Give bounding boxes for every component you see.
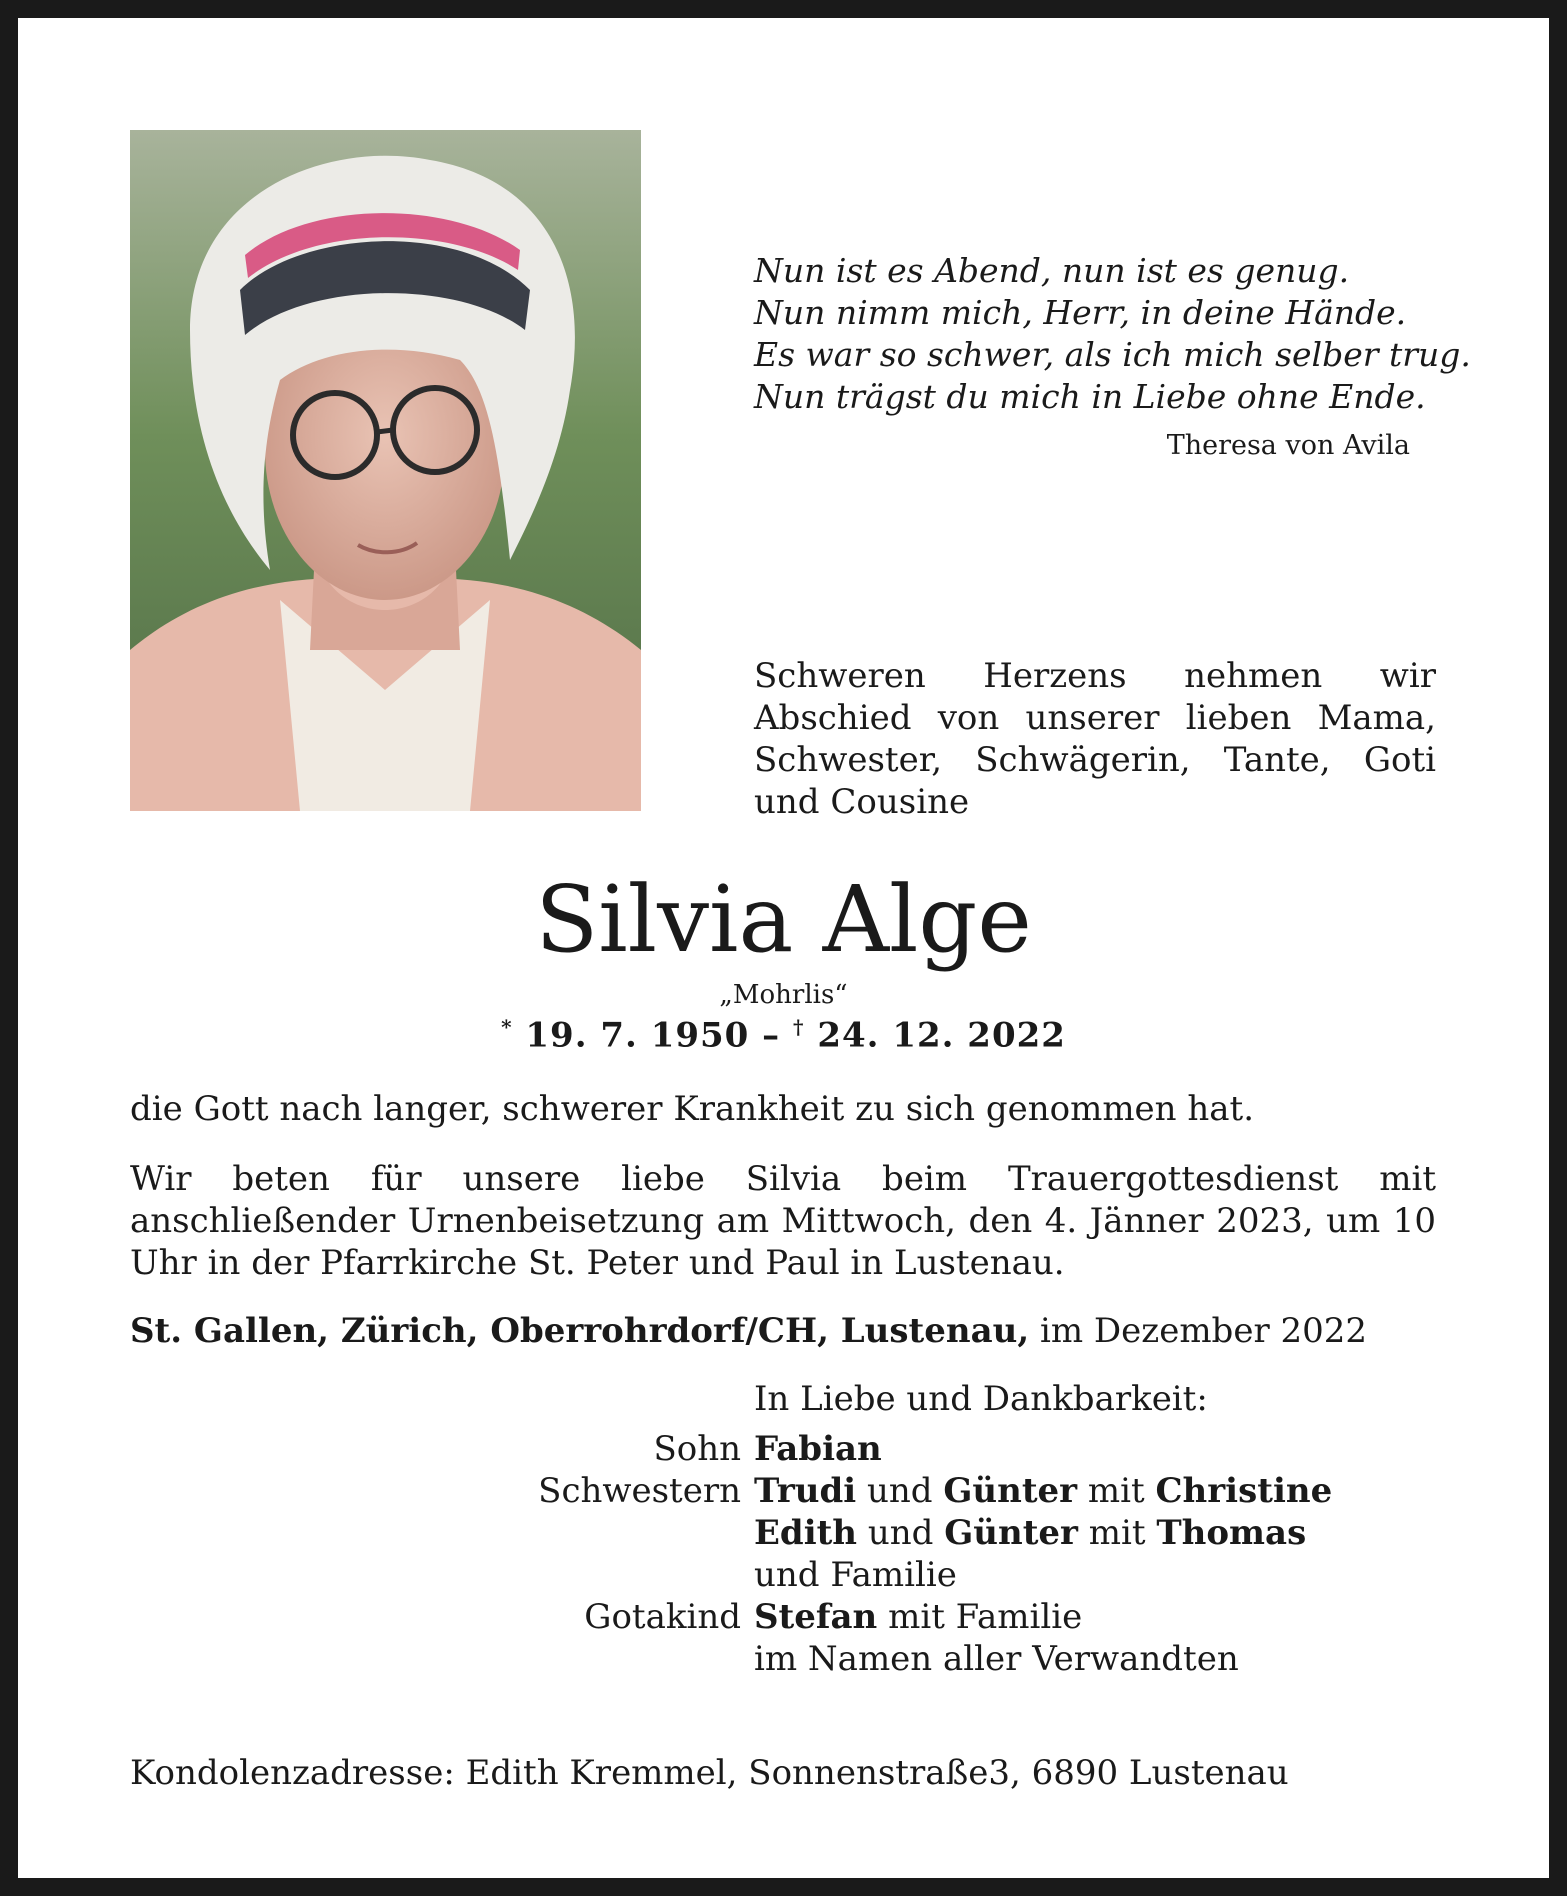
family-row [0,1470,1567,1512]
death-date: 24. 12. 2022 [817,1015,1066,1056]
poem-author: Theresa von Avila [1166,430,1410,461]
family-members [754,1512,1306,1554]
family-conj: mit Familie [877,1597,1083,1637]
poem-line: Es war so schwer, als ich mich selber trug. [754,335,1471,374]
portrait-photo [130,130,641,811]
family-conj: und [857,1513,945,1553]
date-separator: – [749,1015,794,1056]
poem [754,250,1471,418]
family-name: Thomas [1156,1513,1307,1553]
family-row [0,1638,1567,1680]
family-label: Schwestern [538,1471,741,1511]
birth-symbol: * [501,1015,513,1039]
thanks-line: In Liebe und Dankbarkeit: [754,1379,1208,1419]
death-symbol: † [793,1015,805,1039]
family-members [754,1470,1332,1512]
family-label: Sohn [653,1429,741,1469]
family-row [0,1554,1567,1596]
family-name: Trudi [754,1471,857,1511]
family-members: und Familie [754,1555,957,1595]
family-members [754,1428,882,1470]
poem-line: Nun trägst du mich in Liebe ohne Ende. [754,377,1426,416]
family-conj: mit [1077,1471,1156,1511]
family-name: Günter [944,1513,1078,1553]
family-name: Edith [754,1513,858,1553]
family-name: Günter [943,1471,1078,1511]
deceased-nickname: „Mohrlis“ [719,980,848,1010]
poem-line: Nun nimm mich, Herr, in deine Hände. [754,293,1407,332]
family-name: Christine [1155,1471,1333,1511]
family-members [754,1596,1082,1638]
paragraph-service: Wir beten für unsere liebe Silvia beim Trauergottesdienst mit anschließender Urnenbeisetzung am Mittwoch, den 4. Jänner 2023, um 10 Uhr in der Pfarrkirche St. Peter und Paul in Lustenau. [130,1159,1436,1283]
family-label: Gotakind [584,1597,741,1637]
family-conj: und [856,1471,944,1511]
family-row [0,1512,1567,1554]
family-name: Stefan [754,1597,878,1637]
condolence-address: Kondolenzadresse: Edith Kremmel, Sonnenstraße3, 6890 Lustenau [130,1753,1289,1793]
family-closing: im Namen aller Verwandten [754,1639,1239,1679]
portrait-photo-icon [130,130,641,811]
places-line [130,1311,1436,1351]
places-names: St. Gallen, Zürich, Oberrohrdorf/CH, Lustenau, [130,1311,1030,1351]
birth-date: 19. 7. 1950 [525,1015,750,1056]
family-list [0,1428,1567,1680]
poem-line: Nun ist es Abend, nun ist es genug. [754,251,1350,290]
family-conj: mit [1077,1513,1157,1553]
family-row [0,1596,1567,1638]
family-row [0,1428,1567,1470]
family-name: Fabian [754,1429,882,1469]
intro-text: Schweren Herzens nehmen wir Abschied von unserer lieben Mama, Schwester, Schwägerin, Tante, Goti und Cousine [754,656,1436,822]
paragraph-death: die Gott nach langer, schwerer Krankheit zu sich genommen hat. [130,1089,1255,1129]
places-date: im Dezember 2022 [1029,1311,1368,1351]
life-dates [0,1015,1567,1055]
deceased-name: Silvia Alge [535,866,1032,973]
